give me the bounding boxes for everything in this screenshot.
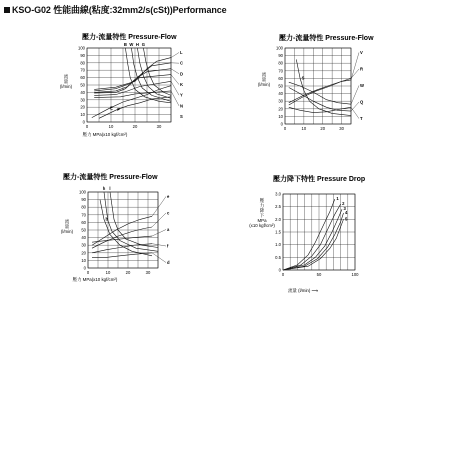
- leader-line: [152, 230, 166, 237]
- curve-label: h: [102, 186, 106, 191]
- y-tick-label: 90: [80, 52, 85, 58]
- y-tick-label: 10: [81, 257, 86, 263]
- leader-line: [351, 69, 359, 78]
- y-axis-label: (l/min): [59, 84, 73, 89]
- curve-label: a: [167, 227, 170, 232]
- y-tick-label: 80: [80, 60, 85, 66]
- y-tick-label: 10: [278, 113, 283, 119]
- y-tick-label: 0: [278, 267, 281, 273]
- curve-label: e: [167, 194, 170, 199]
- x-tick-label: 20: [320, 126, 326, 131]
- x-tick-label: 30: [145, 270, 151, 275]
- y-tick-label: 0: [280, 121, 283, 127]
- y-tick-label: 20: [81, 250, 86, 256]
- curve-label: E: [110, 105, 113, 111]
- leader-line: [152, 213, 166, 227]
- curve-label: 5: [344, 216, 348, 222]
- y-axis-label: (l/min): [257, 82, 271, 87]
- series-line-b: [100, 200, 152, 256]
- y-tick-label: 90: [81, 197, 86, 203]
- y-tick-label: 100: [276, 45, 283, 51]
- curve-label: b: [105, 216, 109, 222]
- y-axis-label: 流: [63, 74, 69, 79]
- curve-label: c: [167, 210, 170, 216]
- x-tick-label: 20: [132, 124, 138, 129]
- x-tick-label: 0: [86, 270, 90, 275]
- curve-label: 4: [344, 210, 348, 215]
- x-axis-label: 壓力 MPa(x10 kgf/cm²): [82, 132, 128, 137]
- chart-title: 壓力-流量特性 Pressure-Flow: [279, 35, 374, 42]
- y-tick-label: 1.5: [275, 229, 281, 235]
- curve-label: F: [117, 107, 120, 113]
- page-title: [4, 3, 227, 16]
- y-axis-label: 流: [261, 72, 267, 77]
- y-tick-label: 70: [81, 212, 86, 218]
- x-tick-label: 20: [125, 270, 131, 275]
- x-tick-label: 10: [301, 126, 307, 131]
- series-line-e: [92, 216, 152, 245]
- leader-line: [351, 107, 359, 118]
- page-title-text: KSO-G02 性能曲線(粘度:32mm2/s(cSt))Performance: [12, 5, 227, 15]
- series-line-L: [94, 58, 171, 90]
- y-tick-label: 50: [81, 227, 86, 233]
- x-tick-label: 0: [283, 126, 287, 131]
- chart-title: 壓力降下特性 Pressure Drop: [273, 176, 366, 183]
- y-tick-label: 50: [80, 82, 85, 88]
- curve-label: S: [301, 75, 305, 81]
- x-tick-label: 10: [105, 270, 111, 275]
- y-axis-label: 力: [259, 203, 265, 208]
- y-tick-label: 80: [81, 204, 86, 210]
- y-tick-label: 2.0: [275, 216, 281, 222]
- curve-label: 1: [336, 196, 339, 202]
- grid-lines: [88, 192, 158, 268]
- leader-line: [171, 69, 179, 74]
- x-tick-label: 100: [351, 272, 359, 277]
- y-tick-label: 80: [278, 60, 283, 66]
- y-tick-label: 100: [78, 45, 85, 51]
- chart-title: 壓力-流量特性 Pressure-Flow: [82, 34, 177, 41]
- curve-label: S: [180, 114, 183, 119]
- curve-label: L: [180, 50, 183, 55]
- y-axis-label: 壓: [259, 198, 265, 203]
- curve-label: B: [123, 42, 127, 47]
- curve-label: T: [360, 116, 363, 121]
- y-tick-label: 20: [278, 106, 283, 112]
- y-tick-label: 1.0: [275, 242, 281, 248]
- x-tick-label: 10: [108, 124, 114, 129]
- y-axis-label: 量: [261, 77, 267, 82]
- leader-line: [152, 244, 166, 246]
- curve-label: 2: [342, 201, 345, 207]
- leader-line: [152, 253, 166, 263]
- y-tick-label: 60: [80, 75, 85, 81]
- series-line-N: [94, 91, 171, 98]
- chart-pressure-flow-2: [255, 32, 375, 138]
- y-tick-label: 70: [278, 68, 283, 74]
- curve-label: H: [135, 42, 139, 47]
- x-tick-label: 50: [316, 272, 322, 277]
- y-tick-label: 0: [83, 265, 86, 271]
- y-tick-label: 30: [80, 97, 85, 103]
- curve-label: C: [180, 60, 184, 66]
- series-line-W: [131, 48, 171, 101]
- series-line-C: [94, 63, 171, 91]
- chart-pressure-flow-3: [55, 170, 190, 285]
- x-axis-label: 流量 (l/min) ⟶: [288, 288, 318, 293]
- y-tick-label: 0: [82, 119, 85, 125]
- y-tick-label: 70: [80, 67, 85, 73]
- curve-label: W: [360, 83, 364, 88]
- y-tick-label: 100: [79, 189, 86, 195]
- x-tick-label: 0: [281, 272, 285, 277]
- curve-label: V: [360, 50, 363, 55]
- y-axis-label: MPa: [257, 218, 267, 223]
- curve-label: W: [129, 42, 134, 47]
- y-axis-label: 量: [64, 224, 70, 229]
- chart-title: 壓力-流量特性 Pressure-Flow: [63, 174, 158, 181]
- y-axis-label: (x10 kgf/cm²): [249, 223, 275, 228]
- series-line-1: [283, 199, 335, 270]
- curve-label: Y: [180, 92, 183, 98]
- leader-line: [171, 53, 179, 58]
- y-axis-label: 降: [259, 208, 265, 213]
- y-tick-label: 2.5: [275, 204, 281, 210]
- y-tick-label: 10: [80, 112, 85, 118]
- x-tick-label: 30: [156, 124, 162, 129]
- curve-label: d: [167, 260, 170, 265]
- x-axis-label: 壓力 MPa(x10 kgf/cm²): [72, 277, 118, 282]
- x-tick-label: 30: [339, 126, 344, 131]
- square-bullet-icon: [4, 7, 10, 13]
- series-line-h: [104, 192, 158, 251]
- y-tick-label: 50: [278, 83, 283, 89]
- y-tick-label: 0.5: [275, 254, 281, 260]
- curve-label: 3: [343, 206, 346, 212]
- curve-label: G: [141, 42, 146, 47]
- chart-pressure-drop: [235, 172, 375, 297]
- leader-line: [351, 102, 359, 111]
- leader-line: [171, 75, 179, 85]
- y-tick-label: 40: [81, 235, 86, 241]
- y-axis-label: 下: [259, 213, 265, 218]
- curve-label: K: [180, 82, 184, 87]
- chart-pressure-flow-1: [55, 30, 195, 140]
- leader-line: [351, 53, 359, 80]
- curve-label: Q: [360, 99, 364, 105]
- y-tick-label: 30: [278, 98, 283, 104]
- y-tick-label: 40: [278, 91, 283, 97]
- y-tick-label: 90: [278, 53, 283, 59]
- y-tick-label: 20: [80, 104, 85, 110]
- curve-label: l: [109, 186, 111, 191]
- curve-label: f: [167, 243, 169, 249]
- y-tick-label: 60: [81, 219, 86, 225]
- curve-label: N: [180, 103, 184, 109]
- leader-line: [351, 86, 359, 105]
- y-tick-label: 40: [80, 89, 85, 95]
- y-tick-label: 3.0: [275, 191, 281, 197]
- y-tick-label: 60: [278, 75, 283, 81]
- curve-label: D: [180, 71, 184, 77]
- y-axis-label: 量: [63, 79, 69, 84]
- y-axis-label: 流: [64, 219, 70, 224]
- y-axis-label: (l/min): [60, 229, 74, 234]
- y-tick-label: 30: [81, 242, 86, 248]
- x-tick-label: 0: [85, 124, 89, 129]
- curve-label: R: [360, 66, 364, 72]
